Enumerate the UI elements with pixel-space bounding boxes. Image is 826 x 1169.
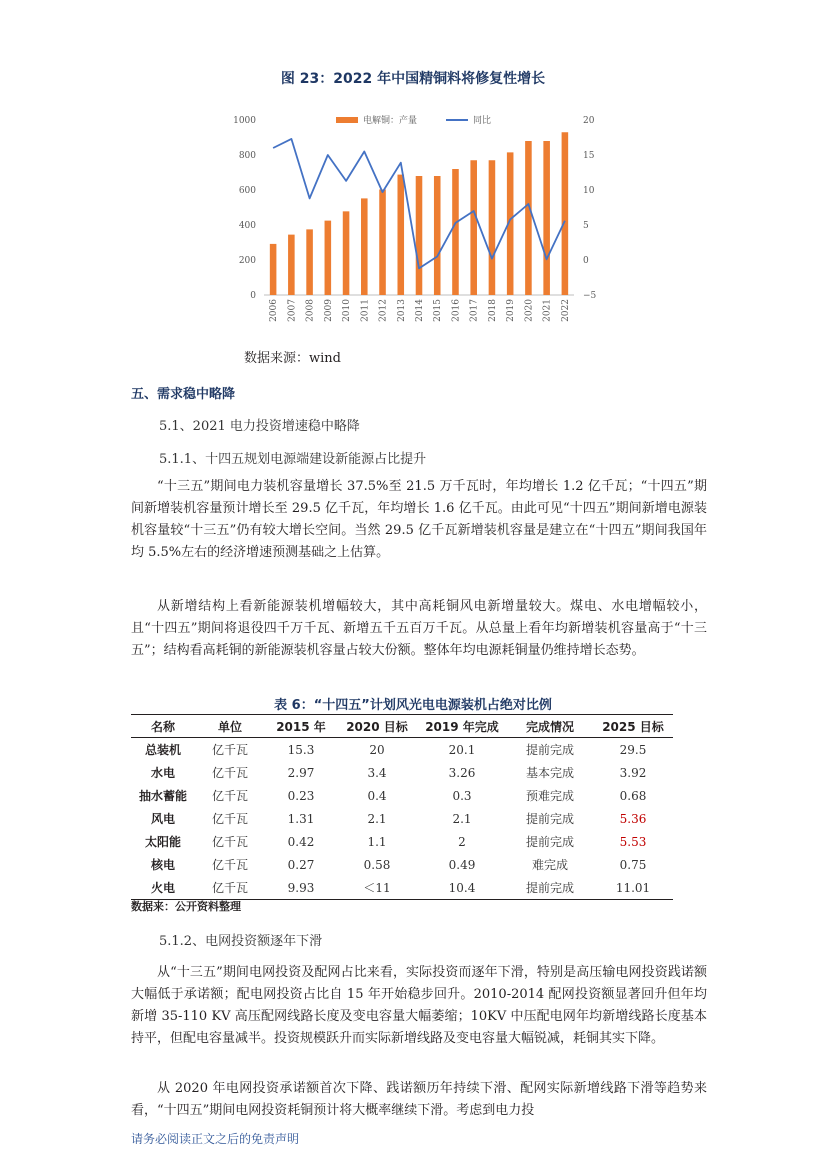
x-tick-label: 2007 [287,299,298,322]
bar [288,235,295,295]
y-tick-label: 400 [238,221,256,231]
y-tick-label: 1000 [233,116,256,126]
legend-label-line: 同比 [473,116,492,126]
cell-2020-target: 0.58 [363,857,391,872]
table-row [131,830,673,853]
bar [361,198,368,295]
x-tick-label: 2018 [487,299,498,322]
cell-status: 提前完成 [525,835,574,849]
x-tick-label: 2008 [305,299,316,322]
cell-2025-target: 5.36 [619,811,647,826]
cell-name: 抽水蓄能 [138,789,187,803]
header-2019-done: 2019 年完成 [417,715,507,738]
bar [379,189,386,295]
cell-name: 太阳能 [144,835,181,849]
cell-unit: 亿千瓦 [211,858,248,872]
table-row [131,738,673,762]
figure-title: 图 23：2022 年中国精铜料将修复性增长 [280,71,546,87]
header-name: 名称 [131,715,195,738]
paragraph-grid-investment: 从“十三五”期间电网投资及配网占比来看，实际投资而逐年下滑，特别是高压输电网投资践诺额大幅低于承诺额；配电网投资占比自 15 年开始稳步回升。2010-2014 配网投资额显著回升但年均新增 35-110 KV 高压配网线路长度及变电容量大幅萎缩；10KV 中压配电网年均新增线路长度基本持平，但配电容量减半。投资规模跃升而实际新增线路及变电容量大幅锐减，耗铜其实下降。 [131,965,707,1046]
cell-2020-target: ＜11 [337,876,417,900]
table-row [131,876,673,900]
paragraph-structure: 从新增结构上看新能源装机增幅较大，其中高耗铜风电新增量较大。煤电、水电增幅较小，且“十四五”期间将退役四千万千瓦、新增五千五百万千瓦。从总量上看年均新增装机容量高于“十三五”；结构看高耗铜的新能源装机容量占较大份额。整体年均电源耗铜量仍维持增长态势。 [131,599,707,658]
cell-2015: 2.97 [287,765,315,780]
cell-2019-done: 0.3 [452,788,472,803]
bar [470,160,477,295]
cell-2025-target: 0.75 [619,857,647,872]
cell-2025-target: 29.5 [619,742,647,757]
bar [452,169,459,295]
cell-2019-done: 3.26 [448,765,476,780]
cell-2020-target: 20 [369,742,385,757]
bar [270,244,277,295]
x-tick-label: 2022 [560,299,571,322]
bar [434,176,441,295]
cell-name: 核电 [150,858,175,872]
subsection-heading-5-1-2: 5.1.2、电网投资额逐年下滑 [159,934,323,949]
cell-unit: 亿千瓦 [195,876,265,900]
header-status: 完成情况 [507,715,593,738]
table-row [131,853,673,876]
subsection-heading-5-1: 5.1、2021 电力投资增速稳中略降 [159,419,360,434]
section-heading: 五、需求稳中略降 [131,387,236,402]
cell-2025-target: 3.92 [619,765,647,780]
cell-2015: 9.93 [265,876,337,900]
bar [306,229,313,295]
x-tick-label: 2016 [451,299,462,322]
paragraph-grid-outlook: 从 2020 年电网投资承诺额首次下降、践诺额历年持续下滑、配网实际新增线路下滑等趋势来看，“十四五”期间电网投资耗铜预计将大概率继续下滑。考虑到电力投 [131,1081,707,1118]
cell-2025-target: 0.68 [619,788,647,803]
cell-unit: 亿千瓦 [211,835,248,849]
cell-status: 难完成 [531,858,568,872]
y-tick-label: 800 [238,151,256,161]
x-tick-label: 2012 [378,299,389,322]
cell-unit: 亿千瓦 [211,812,248,826]
bar [343,211,350,295]
disclaimer-footer: 请务必阅读正文之后的免责声明 [131,1132,300,1146]
y-tick-label: 0 [250,291,256,301]
y2-tick-label: −5 [583,291,597,301]
cell-name: 风电 [150,812,175,826]
cell-unit: 亿千瓦 [211,743,248,757]
cell-2020-target: 2.1 [367,811,387,826]
cell-status: 提前完成 [525,743,574,757]
table-row [131,784,673,807]
cell-2015: 0.27 [287,857,315,872]
cell-2020-target: 0.4 [367,788,387,803]
cell-2015: 0.42 [287,834,315,849]
cell-2019-done: 10.4 [417,876,507,900]
cell-2025-target: 11.01 [593,876,673,900]
x-tick-label: 2020 [524,299,535,322]
x-tick-label: 2006 [269,299,280,322]
cell-2019-done: 0.49 [448,857,476,872]
bar [325,221,332,295]
copper-production-chart [222,108,597,328]
legend-label-bar: 电解铜：产量 [363,116,418,126]
cell-2019-done: 20.1 [448,742,476,757]
subsection-heading-5-1-1: 5.1.1、十四五规划电源端建设新能源占比提升 [159,452,427,467]
cell-2015: 15.3 [287,742,315,757]
bar [525,141,532,295]
table-header-row [131,715,673,738]
table-row [131,807,673,830]
cell-2025-target: 5.53 [619,834,647,849]
cell-2015: 0.23 [287,788,315,803]
y2-tick-label: 15 [583,151,595,161]
cell-2019-done: 2.1 [452,811,472,826]
legend-swatch-bar [336,117,358,123]
x-tick-label: 2014 [415,299,425,322]
cell-2020-target: 3.4 [367,765,387,780]
bar [416,176,423,295]
header-2015: 2015 年 [265,715,337,738]
cell-2015: 1.31 [287,811,315,826]
capacity-table [131,714,673,900]
cell-status: 提前完成 [507,876,593,900]
cell-2019-done: 2 [458,834,466,849]
cell-unit: 亿千瓦 [211,766,248,780]
bar [543,141,550,295]
bar [397,175,404,295]
x-tick-label: 2019 [506,299,517,322]
bar [562,132,569,295]
x-tick-label: 2010 [342,299,353,322]
cell-unit: 亿千瓦 [211,789,248,803]
y-tick-label: 600 [238,186,256,196]
header-unit: 单位 [195,715,265,738]
y2-tick-label: 10 [583,186,595,196]
header-2020-target: 2020 目标 [337,715,417,738]
x-tick-label: 2011 [360,299,371,322]
x-tick-label: 2013 [396,299,407,322]
y2-tick-label: 20 [583,116,595,126]
table-source: 数据来：公开资料整理 [131,900,241,913]
cell-name: 水电 [150,766,175,780]
cell-2020-target: 1.1 [367,834,387,849]
header-2025-target: 2025 目标 [593,715,673,738]
cell-status: 预难完成 [525,789,574,803]
x-tick-label: 2009 [323,299,334,322]
x-tick-label: 2017 [469,299,480,322]
y2-tick-label: 5 [583,221,589,231]
y2-tick-label: 0 [583,256,589,266]
cell-status: 提前完成 [525,812,574,826]
x-tick-label: 2015 [433,299,444,322]
figure-source: 数据来源：wind [244,351,341,366]
table-title: 表 6：“十四五”计划风光电电源装机占绝对比例 [274,698,552,713]
paragraph-capacity: “十三五”期间电力装机容量增长 37.5%至 21.5 万千瓦时，年均增长 1.2 亿千瓦；“十四五”期间新增装机容量预计增长至 29.5 亿千瓦，年均增长 1.6 亿千瓦。由此可见“十四五”期间新增电源装机容量较“十三五”仍有较大增长空间。当然 29.5 亿千瓦新增装机容量是建立在“十四五”期间我国年均 5.5%左右的经济增速预测基础之上估算。 [131,479,707,560]
cell-status: 基本完成 [525,766,574,780]
y-tick-label: 200 [238,256,256,266]
table-row [131,761,673,784]
cell-name: 火电 [131,876,195,900]
x-tick-label: 2021 [542,299,553,322]
bar [489,160,496,295]
cell-name: 总装机 [144,743,181,757]
